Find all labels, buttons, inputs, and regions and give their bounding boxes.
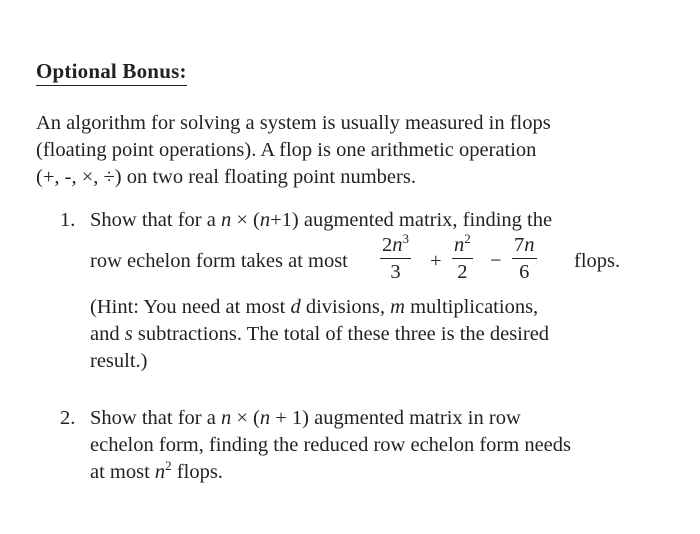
- fraction-7n-over-6: $\frac{7n}{6}$: [514, 234, 535, 283]
- math-var-n: n: [259, 407, 271, 429]
- section-heading: Optional Bonus:: [36, 58, 187, 86]
- problem-item-1: [60, 207, 636, 375]
- problem-item-2: [60, 405, 636, 486]
- fraction-n2-over-2: $\frac{n^2}{2}$: [454, 231, 471, 283]
- math-var-d: d: [290, 296, 301, 318]
- hint-line-2: and s subtractions. The total of these three is the desired: [90, 323, 550, 345]
- intro-paragraph: [36, 110, 636, 191]
- fraction-2n3-over-3: $\frac{2n^3}{3}$: [382, 231, 409, 283]
- formula-tail-text: flops.: [574, 250, 621, 272]
- hint-paragraph: [90, 294, 636, 375]
- formula-lead-text: row echelon form takes at most: [90, 250, 348, 272]
- math-var-n: n: [154, 461, 166, 483]
- math-var-n: n: [220, 407, 232, 429]
- item1-formula-line: [90, 231, 636, 288]
- item-number: 1.: [60, 209, 76, 231]
- math-var-n: n: [259, 209, 271, 231]
- item-body: [90, 207, 636, 375]
- item2-line-1: Show that for a n × (n + 1) augmented matrix in row: [90, 407, 521, 429]
- minus-operator: −: [490, 250, 502, 272]
- item-body: [90, 405, 636, 486]
- math-var-m: m: [390, 296, 405, 318]
- math-var-s: s: [124, 323, 133, 345]
- plus-operator: +: [430, 250, 442, 272]
- hint-line-1: (Hint: You need at most d divisions, m multiplications,: [90, 296, 539, 318]
- hint-line-3: result.): [90, 350, 148, 372]
- intro-line-3: (+, -, ×, ÷) on two real floating point numbers.: [36, 166, 416, 188]
- item1-line-1: Show that for a n × (n+1) augmented matrix, finding the: [90, 209, 553, 231]
- intro-line-1: An algorithm for solving a system is usually measured in flops: [36, 112, 551, 134]
- item2-line-2: echelon form, finding the reduced row echelon form needs: [90, 434, 571, 456]
- math-var-n: n: [220, 209, 232, 231]
- intro-line-2: (floating point operations). A flop is one arithmetic operation: [36, 139, 537, 161]
- item-number: 2.: [60, 407, 76, 429]
- item2-line-3: at most $n^2$ flops.: [90, 458, 223, 483]
